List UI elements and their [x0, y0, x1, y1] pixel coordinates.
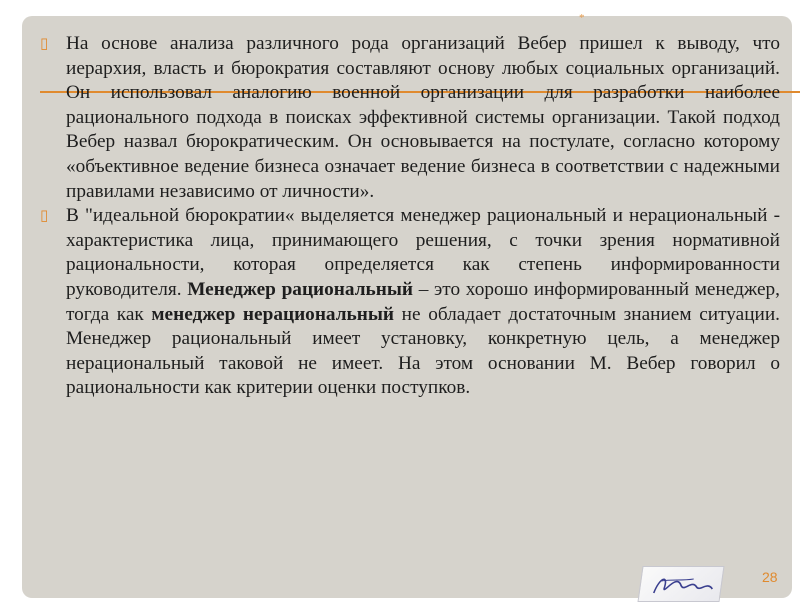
bullet-marker-icon: ▯: [40, 36, 49, 52]
signature-image: [637, 566, 724, 602]
paragraph-2-text-b: – это хорошо информированный менеджер, тогда как: [66, 278, 780, 325]
paragraph-2-text-c: не обладает достаточным знанием ситуации. Менеджер рациональный имеет установку, конкретную цель, а менеджер нерациональный таковой не имеет. На этом основании М. Вебер говорил о рациональности как критерии оценки поступков.: [66, 303, 780, 399]
bullet-paragraph-2: [40, 204, 780, 401]
page-number: 28: [762, 569, 778, 585]
term-rational-manager: Менеджер рациональный: [187, 278, 414, 300]
paragraph-1-text: На основе анализа различного рода организаций Вебер пришел к выводу, что иерархия, власть и бюрократия составляют основу любых социальных организаций. Он использовал аналогию военной организации для разработки наиболее рационального подхода в поисках эффективной системы организации. Такой подход Вебер назвал бюрократическим. Он основывается на постулате, согласно которому «объективное ведение бизнеса означает ведение бизнеса в соответствии с надежными правилами независимо от личности».: [66, 33, 780, 202]
decor-dot: *: [579, 12, 585, 24]
slide-body: [40, 32, 780, 401]
paragraph-2-text-a: В "идеальной бюрократии« выделяется менеджер рациональный и нерациональный - характеристика лица, принимающего решения, с точки зрения нормативной рациональности, которая определяется как степень информированности руководителя.: [66, 205, 780, 300]
signature-icon: [639, 567, 724, 601]
bullet-marker-icon: ▯: [40, 208, 49, 225]
term-irrational-manager: менеджер нерациональный: [151, 303, 395, 325]
bullet-paragraph-1: [40, 32, 780, 204]
